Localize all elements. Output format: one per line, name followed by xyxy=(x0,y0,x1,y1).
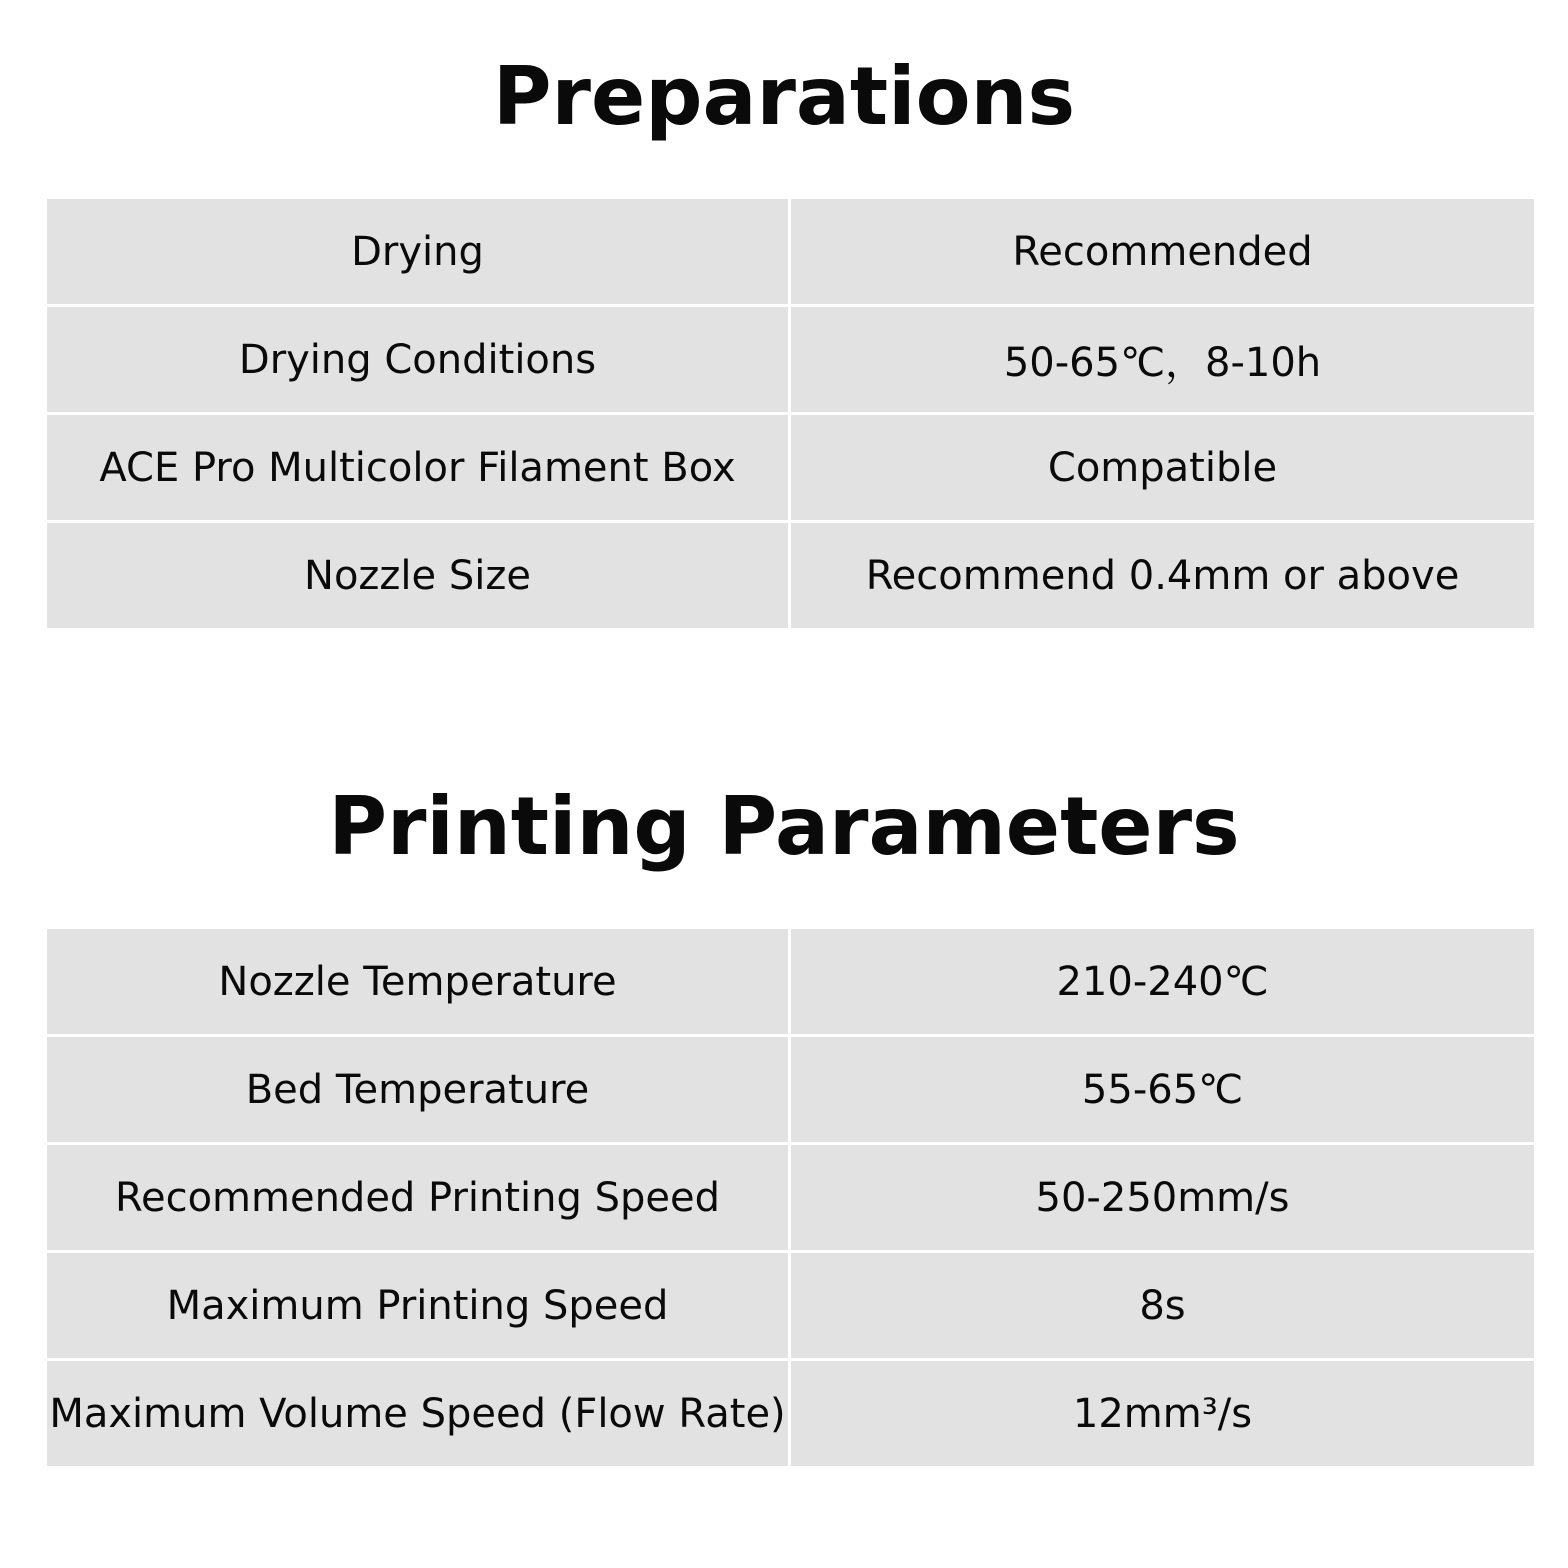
row-value: 50-65℃，8-10h xyxy=(791,307,1534,415)
row-label: Drying xyxy=(47,199,791,307)
row-label: Recommended Printing Speed xyxy=(47,1145,791,1253)
printing-parameters-title: Printing Parameters xyxy=(328,780,1240,873)
row-value: 12mm³/s xyxy=(791,1361,1534,1466)
table-row xyxy=(47,307,1534,415)
row-label: ACE Pro Multicolor Filament Box xyxy=(47,415,791,523)
table-row xyxy=(47,1145,1534,1253)
row-value: Recommend 0.4mm or above xyxy=(791,523,1534,628)
table-row xyxy=(47,1361,1534,1466)
printing-parameters-table xyxy=(47,929,1534,1466)
row-value: Compatible xyxy=(791,415,1534,523)
row-value: Recommended xyxy=(791,199,1534,307)
row-label: Drying Conditions xyxy=(47,307,791,415)
table-row xyxy=(47,1037,1534,1145)
row-value: 210-240℃ xyxy=(791,929,1534,1037)
row-label: Nozzle Temperature xyxy=(47,929,791,1037)
table-row xyxy=(47,523,1534,628)
table-row xyxy=(47,415,1534,523)
row-value: 50-250mm/s xyxy=(791,1145,1534,1253)
row-label: Maximum Printing Speed xyxy=(47,1253,791,1361)
row-label: Nozzle Size xyxy=(47,523,791,628)
preparations-title: Preparations xyxy=(492,50,1076,143)
row-label: Maximum Volume Speed (Flow Rate) xyxy=(47,1361,791,1466)
row-label: Bed Temperature xyxy=(47,1037,791,1145)
table-row xyxy=(47,1253,1534,1361)
row-value: 8s xyxy=(791,1253,1534,1361)
table-row xyxy=(47,199,1534,307)
preparations-table xyxy=(47,199,1534,628)
table-row xyxy=(47,929,1534,1037)
row-value: 55-65℃ xyxy=(791,1037,1534,1145)
